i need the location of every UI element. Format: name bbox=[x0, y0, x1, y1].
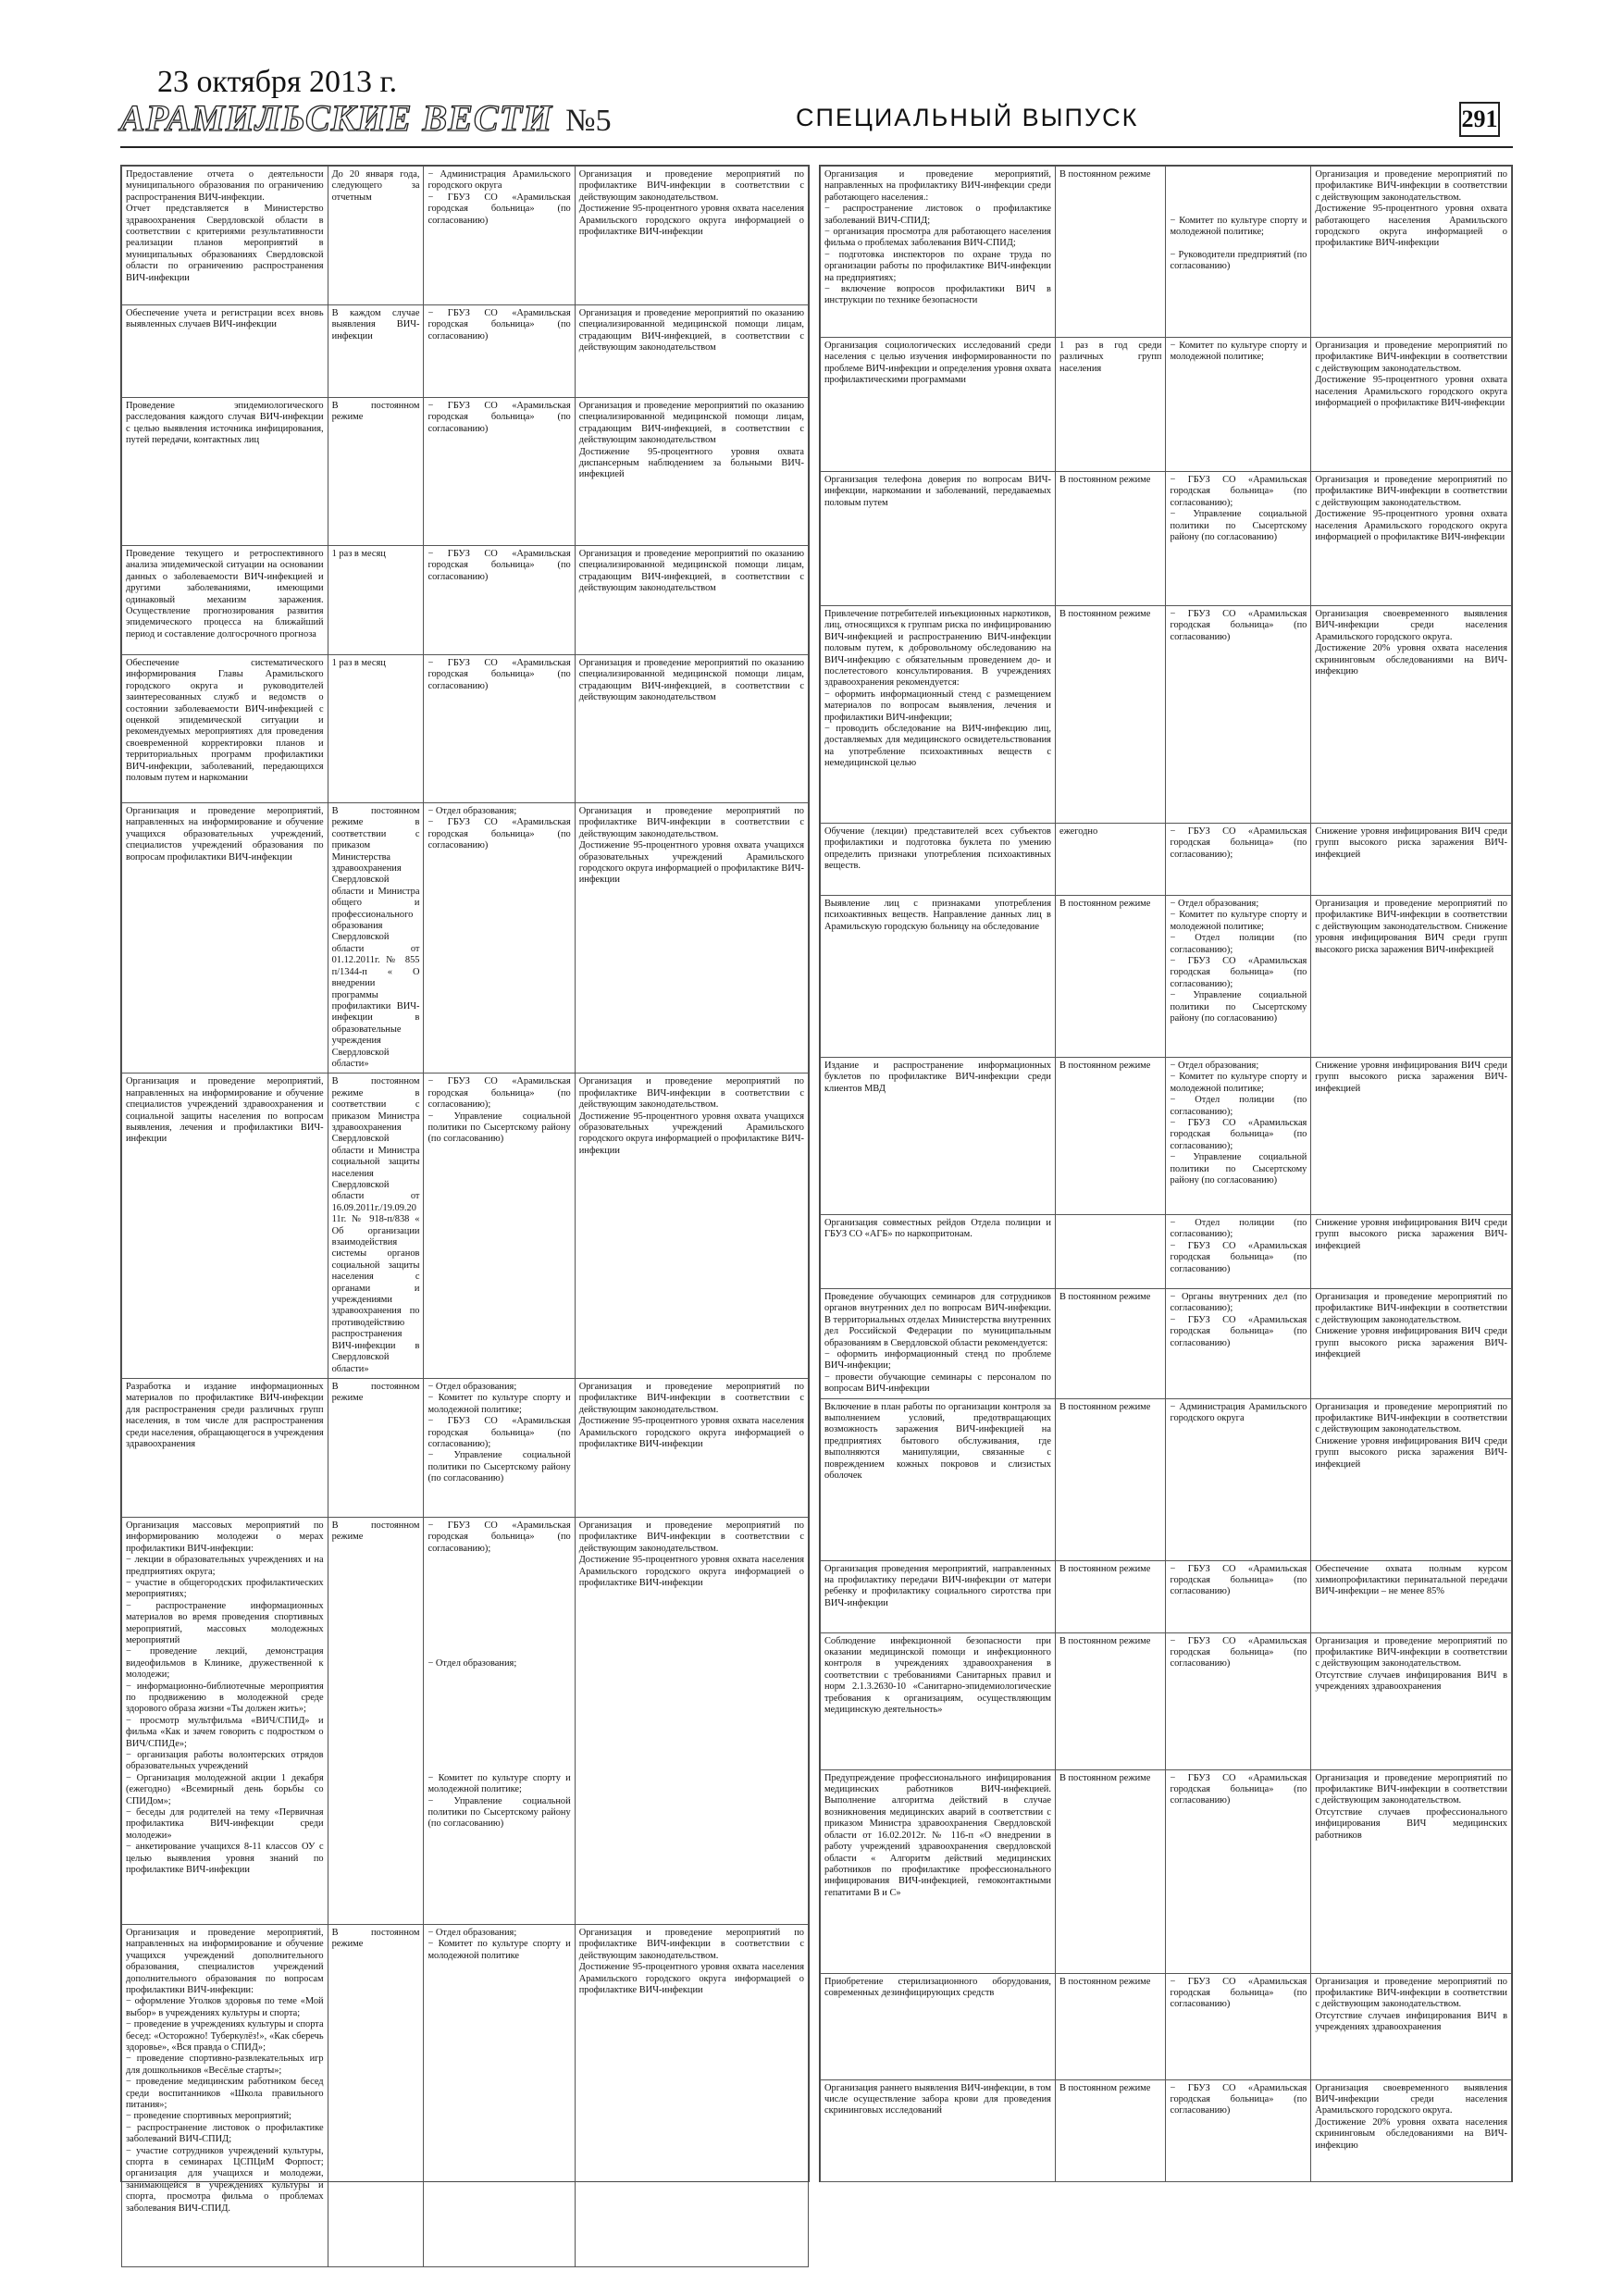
activity-cell: Организация и проведение мероприятий, направленных на информирование и обучение учащихся учреждений дополнительного образования, специалистов учреждений дополнительного образования по вопросам профилактики ВИЧ-инфекции: − оформление Уголков здоровья по теме «Мой выбор» в учреждениях культуры и спорта; − проведение в учреждениях культуры и спорта бесед: «Осторожно! Туберкулёз!», «Как сберечь здоровье», «Вся правда о СПИД»; − проведение спортивно-развлекательных игр для дошкольников «Весёлые старты»; − проведение медицинским работником бесед среди воспитанников «Школа правильного питания»; − проведение спортивных мероприятий; − распространение листовок о профилактике заболеваний ВИЧ-СПИД; − участие сотрудников учреждений культуры, спорта в семинарах ЦСПЦиМ Форпост; организация для учащихся и молодежи, занимающейся в учреждениях культуры и спорта, просмотра фильма о проблемах заболевания ВИЧ-СПИД. bbox=[122, 1924, 328, 2266]
period-cell: В постоянном режиме bbox=[328, 1924, 424, 2266]
activity-cell: Организация и проведение мероприятий, направленных на информирование и обучение специалистов учреждений здравоохранения и социальной защиты населения по вопросам выявления, лечения и профилактики ВИЧ-инфекции bbox=[122, 1074, 328, 1379]
activity-cell: Проведение обучающих семинаров для сотрудников органов внутренних дел по вопросам ВИЧ-инфекции. В территориальных отделах Министерства внутренних дел Российской Федерации по муниципальным образованиям в Свердловской области рекомендуется: − оформить информационный стенд по проблеме ВИЧ-инфекции; − провести обучающие семинары с персоналом по вопросам ВИЧ-инфекции bbox=[821, 1289, 1056, 1399]
responsible-cell: − ГБУЗ СО «Арамильская городская больница» (по согласованию); − Управление социальной политики по Сысертскому району (по согласованию) bbox=[424, 1074, 575, 1379]
activity-cell: Предупреждение профессионального инфицирования медицинских работников ВИЧ-инфекцией. Выполнение алгоритма действий в случае возникновения медицинских аварий в соответствии с приказом Министра здравоохранения Свердловской области от 16.02.2012г. № 116-п «О внедрении в работу учреждений здравоохранения свердловской области « Алгоритм действий медицинских работников по профилактике профессионального инфицирования ВИЧ-инфекцией, гемоконтактными гепатитами В и С» bbox=[821, 1769, 1056, 1973]
responsible-cell: − Отдел образования; − Комитет по культуре спорту и молодежной политике bbox=[424, 1924, 575, 2266]
period-cell: В постоянном режиме bbox=[1055, 1398, 1166, 1560]
newspaper-title: АРАМИЛЬСКИЕ ВЕСТИ bbox=[120, 97, 553, 139]
period-cell: В постоянном режиме bbox=[328, 1517, 424, 1924]
activity-cell: Обеспечение учета и регистрации всех вновь выявленных случаев ВИЧ-инфекции bbox=[122, 305, 328, 398]
responsible-cell: − ГБУЗ СО «Арамильская городская больница» (по согласованию) bbox=[1166, 2079, 1311, 2181]
period-cell: В постоянном режиме bbox=[1055, 1632, 1166, 1769]
page-number: 291 bbox=[1459, 102, 1500, 137]
responsible-cell: − Администрация Арамильского городского округа bbox=[1166, 1398, 1311, 1560]
result-cell: Организация и проведение мероприятий по профилактике ВИЧ-инфекции в соответствии с действующим законодательством. Достижение 95-процентного уровня охвата учащихся образовательных учреждений Арамильского городского округа информацией о профилактике ВИЧ-инфекции bbox=[575, 1074, 808, 1379]
activity-cell: Соблюдение инфекционной безопасности при оказании медицинской помощи и инфекционного контроля в учреждениях здравоохранения в соответствии с требованиями Санитарных правил и норм 2.1.3.2630-10 «Санитарно-эпидемиологические требования к организациям, осуществляющим медицинскую деятельность» bbox=[821, 1632, 1056, 1769]
period-cell: В каждом случае выявления ВИЧ-инфекции bbox=[328, 305, 424, 398]
period-cell: В постоянном режиме bbox=[1055, 606, 1166, 824]
result-cell: Организация и проведение мероприятий по оказанию специализированной медицинской помощи лицам, страдающим ВИЧ-инфекцией, в соответствии с действующим законодательством bbox=[575, 655, 808, 803]
result-cell: Снижение уровня инфицирования ВИЧ среди групп высокого риска заражения ВИЧ-инфекцией bbox=[1311, 824, 1512, 896]
table-row bbox=[821, 606, 1512, 824]
table-row bbox=[821, 896, 1512, 1058]
responsible-cell: − ГБУЗ СО «Арамильская городская больница» (по согласованию) bbox=[1166, 1769, 1311, 1973]
section-title: СПЕЦИАЛЬНЫЙ ВЫПУСК bbox=[796, 104, 1139, 131]
table-row bbox=[122, 1378, 809, 1517]
responsible-cell: − ГБУЗ СО «Арамильская городская больница» (по согласованию) bbox=[1166, 1560, 1311, 1632]
result-cell: Организация и проведение мероприятий по профилактике ВИЧ-инфекции в соответствии с действующим законодательством. Достижение 95-процентного уровня охвата учащихся образовательных учреждений Арамильского городского округа информацией о профилактике ВИЧ-инфекции bbox=[575, 803, 808, 1074]
table-row bbox=[821, 167, 1512, 338]
table-row bbox=[821, 338, 1512, 472]
table-row bbox=[122, 167, 809, 305]
period-cell: 1 раз в месяц bbox=[328, 546, 424, 655]
activity-cell: Организация социологических исследований среди населения с целью изучения информированности по проблеме ВИЧ-инфекции и определения уровня охвата профилактическими программами bbox=[821, 338, 1056, 472]
header-rule bbox=[120, 146, 1513, 148]
result-cell: Организация и проведение мероприятий по профилактике ВИЧ-инфекции в соответствии с действующим законодательством. Снижение уровня инфицирования ВИЧ среди групп высокого риска заражения ВИЧ-инфекцией bbox=[1311, 1398, 1512, 1560]
responsible-cell: − ГБУЗ СО «Арамильская городская больница» (по согласованию); − Управление социальной политики по Сысертскому району (по согласованию) bbox=[1166, 472, 1311, 606]
period-cell: В постоянном режиме bbox=[1055, 1058, 1166, 1215]
result-cell: Организация и проведение мероприятий по профилактике ВИЧ-инфекции в соответствии с действующим законодательством. Достижение 95-процентного уровня охвата населения Арамильского городского округа информацией о профилактике ВИЧ-инфекции bbox=[575, 167, 808, 305]
table-row bbox=[122, 546, 809, 655]
period-cell: В постоянном режиме bbox=[1055, 2079, 1166, 2181]
responsible-cell: − Отдел образования; − Комитет по культуре спорту и молодежной политике; − ГБУЗ СО «Арамильская городская больница» (по согласованию); − Управление социальной политики по Сысертскому району (по согласованию) bbox=[424, 1378, 575, 1517]
activity-cell: Включение в план работы по организации контроля за выполнением условий, предотвращающих возможность заражения ВИЧ-инфекцией на предприятиях бытового обслуживания, где выполняются манипуляции, связанные с повреждением кожных покровов и слизистых оболочек bbox=[821, 1398, 1056, 1560]
left-table bbox=[120, 165, 810, 2214]
result-cell: Организация и проведение мероприятий по профилактике ВИЧ-инфекции в соответствии с действующим законодательством. Достижение 95-процентного уровня охвата населения Арамильского городского округа информацией о профилактике ВИЧ-инфекции bbox=[575, 1924, 808, 2266]
activity-cell: Организация телефона доверия по вопросам ВИЧ-инфекции, наркомании и заболеваний, передаваемых половым путем bbox=[821, 472, 1056, 606]
responsible-cell: − ГБУЗ СО «Арамильская городская больница» (по согласованию) bbox=[1166, 1632, 1311, 1769]
result-cell: Организация и проведение мероприятий по оказанию специализированной медицинской помощи лицам, страдающим ВИЧ-инфекцией, в соответствии с действующим законодательством bbox=[575, 305, 808, 398]
page-header bbox=[120, 65, 1513, 148]
activity-cell: Организация и проведение мероприятий, направленных на информирование и обучение учащихся образовательных учреждений, специалистов учреждений образования по вопросам профилактики ВИЧ-инфекции bbox=[122, 803, 328, 1074]
table-row bbox=[122, 1517, 809, 1924]
activity-cell: Организация раннего выявления ВИЧ-инфекции, в том числе осуществление забора крови для проведения скрининговых исследований bbox=[821, 2079, 1056, 2181]
responsible-cell: − ГБУЗ СО «Арамильская городская больница» (по согласованию) bbox=[424, 305, 575, 398]
period-cell: В постоянном режиме в соответствии с приказом Министра здравоохранения Свердловской области и Министра социальной защиты населения Свердловской области от 16.09.2011г./19.09.2011г. № 918-п/838 « Об организации взаимодействия системы органов социальной защиты населения с органами и учреждениями здравоохранения по противодействию распространения ВИЧ-инфекции в Свердловской области» bbox=[328, 1074, 424, 1379]
result-cell: Снижение уровня инфицирования ВИЧ среди групп высокого риска заражения ВИЧ-инфекцией bbox=[1311, 1058, 1512, 1215]
table-row bbox=[122, 398, 809, 546]
result-cell: Обеспечение охвата полным курсом химиопрофилактики перинатальной передачи ВИЧ-инфекции – не менее 85% bbox=[1311, 1560, 1512, 1632]
table-row bbox=[821, 1289, 1512, 1399]
result-cell: Организация и проведение мероприятий по профилактике ВИЧ-инфекции в соответствии с действующим законодательством. Достижение 95-процентного уровня охвата населения Арамильского городского округа информацией о профилактике ВИЧ-инфекции bbox=[575, 1378, 808, 1517]
responsible-cell: − Отдел полиции (по согласованию); − ГБУЗ СО «Арамильская городская больница» (по согласованию) bbox=[1166, 1215, 1311, 1289]
activity-cell: Организация проведения мероприятий, направленных на профилактику передачи ВИЧ-инфекции от матери ребенку и профилактику социального сиротства при ВИЧ-инфекции bbox=[821, 1560, 1056, 1632]
table-row bbox=[122, 803, 809, 1074]
period-cell: В постоянном режиме bbox=[1055, 1769, 1166, 1973]
activity-cell: Проведение текущего и ретроспективного анализа эпидемической ситуации на основании данных о заболеваемости ВИЧ-инфекцией и другими заболеваниями, имеющими одинаковый механизм заражения. Осуществление прогнозирования развития эпидемического процесса на ближайший период и составление долгосрочного прогноза bbox=[122, 546, 328, 655]
responsible-cell: − ГБУЗ СО «Арамильская городская больница» (по согласованию) bbox=[1166, 606, 1311, 824]
masthead bbox=[120, 96, 612, 140]
period-cell: В постоянном режиме bbox=[1055, 1289, 1166, 1399]
activity-cell: Организация совместных рейдов Отдела полиции и ГБУЗ СО «АГБ» по наркопритонам. bbox=[821, 1215, 1056, 1289]
activity-cell: Разработка и издание информационных материалов по профилактике ВИЧ-инфекции для распространения среди различных групп населения, в том числе для распространения среди населения, обращающегося в учреждения здравоохранения bbox=[122, 1378, 328, 1517]
result-cell: Организация и проведение мероприятий по оказанию специализированной медицинской помощи лицам, страдающим ВИЧ-инфекцией, в соответствии с действующим законодательством Достижение 95-процентного уровня охвата диспансерным наблюдением за больными ВИЧ-инфекцией bbox=[575, 398, 808, 546]
activity-cell: Обучение (лекции) представителей всех субъектов профилактики и подготовка буклета по умению определить признаки употребления психоактивных веществ. bbox=[821, 824, 1056, 896]
activity-cell: Предоставление отчета о деятельности муниципального образования по ограничению распространения ВИЧ-инфекции. Отчет представляется в Министерство здравоохранения Свердловской области в соответствии с критериями результативности реализации планов мероприятий в муниципальных образованиях Свердловской области по ограничению распространения ВИЧ-инфекции bbox=[122, 167, 328, 305]
responsible-cell: − ГБУЗ СО «Арамильская городская больница» (по согласованию); − Отдел образования; − Комитет по культуре спорту и молодежной политике; − Управление социальной политики по Сысертскому району (по согласованию) bbox=[424, 1517, 575, 1924]
result-cell: Организация и проведение мероприятий по профилактике ВИЧ-инфекции в соответствии с действующим законодательством. Снижение уровня инфицирования ВИЧ среди групп высокого риска заражения ВИЧ-инфекцией bbox=[1311, 896, 1512, 1058]
period-cell: В постоянном режиме bbox=[1055, 1973, 1166, 2079]
responsible-cell: − ГБУЗ СО «Арамильская городская больница» (по согласованию) bbox=[424, 398, 575, 546]
activity-cell: Организация и проведение мероприятий, направленных на профилактику ВИЧ-инфекции среди работающего населения.: − распространение листовок о профилактике заболеваний ВИЧ-СПИД; − организация просмотра для работающего населения фильма о проблемах заболевания ВИЧ-СПИД; − подготовка инспекторов по охране труда по организации работы по профилактике ВИЧ-инфекции на предприятиях; − включение вопросов профилактики ВИЧ в инструкции по технике безопасности bbox=[821, 167, 1056, 338]
activity-cell: Выявление лиц с признаками употребления психоактивных веществ. Направление данных лиц в Арамильскую городскую больницу на обследование bbox=[821, 896, 1056, 1058]
period-cell bbox=[1055, 1215, 1166, 1289]
activity-cell: Проведение эпидемиологического расследования каждого случая ВИЧ-инфекции с целью выявления источника инфицирования, путей передачи, контактных лиц bbox=[122, 398, 328, 546]
period-cell: В постоянном режиме bbox=[1055, 1560, 1166, 1632]
activity-cell: Организация массовых мероприятий по информированию молодежи о мерах профилактики ВИЧ-инфекции: − лекции в образовательных учреждениях и на предприятиях округа; − участие в общегородских профилактических мероприятиях; − распространение информационных материалов во время проведения спортивных мероприятий, массовых молодежных мероприятий − проведение лекций, демонстрация видеофильмов в Клинике, дружественной к молодежи; − информационно-библиотечные мероприятия по продвижению в молодежной среде здорового образа жизни «Ты должен жить»; − просмотр мультфильма «ВИЧ/СПИД» и фильма «Как и зачем говорить с подростком о ВИЧ/СПИДе»; − организация работы волонтерских отрядов образовательных учреждений − Организация молодежной акции 1 декабря (ежегодно) «Всемирный день борьбы со СПИДом»; − беседы для родителей на тему «Первичная профилактика ВИЧ-инфекции среди молодежи» − анкетирование учащихся 8-11 классов ОУ с целью выявления уровня знаний по профилактике ВИЧ-инфекции bbox=[122, 1517, 328, 1924]
responsible-cell: − ГБУЗ СО «Арамильская городская больница» (по согласованию) bbox=[424, 655, 575, 803]
issue-number: №5 bbox=[565, 104, 612, 138]
table-row bbox=[821, 1058, 1512, 1215]
activity-cell: Издание и распространение информационных буклетов по профилактике ВИЧ-инфекции среди клиентов МВД bbox=[821, 1058, 1056, 1215]
table-row bbox=[821, 2079, 1512, 2181]
responsible-cell: − ГБУЗ СО «Арамильская городская больница» (по согласованию) bbox=[424, 546, 575, 655]
table-row bbox=[821, 1973, 1512, 2079]
activity-cell: Привлечение потребителей инъекционных наркотиков, лиц, относящихся к группам риска по инфицированию ВИЧ-инфекцией и распространению ВИЧ-инфекции половым путем, к добровольному обследованию на ВИЧ-инфекцию с обязательным проведением до- и послетестового консультирования. В учреждениях здравоохранения рекомендуется: − оформить информационный стенд с размещением материалов по вопросам выявления, лечения и профилактики ВИЧ-инфекции; − проводить обследование на ВИЧ-инфекцию лиц, доставляемых для медицинского освидетельствования на употребление психоактивных веществ с немедицинской целью bbox=[821, 606, 1056, 824]
result-cell: Организация и проведение мероприятий по оказанию специализированной медицинской помощи лицам, страдающим ВИЧ-инфекцией, в соответствии с действующим законодательством bbox=[575, 546, 808, 655]
period-cell: ежегодно bbox=[1055, 824, 1166, 896]
result-cell: Организация и проведение мероприятий по профилактике ВИЧ-инфекции в соответствии с действующим законодательством. Отсутствие случаев инфицирования ВИЧ в учреждениях здравоохранения bbox=[1311, 1632, 1512, 1769]
result-cell: Организация и проведение мероприятий по профилактике ВИЧ-инфекции в соответствии с действующим законодательством. Достижение 95-процентного уровня охвата населения Арамильского городского округа информацией о профилактике ВИЧ-инфекции bbox=[1311, 338, 1512, 472]
result-cell: Организация и проведение мероприятий по профилактике ВИЧ-инфекции в соответствии с действующим законодательством. Отсутствие случаев профессионального инфицирования ВИЧ медицинских работников bbox=[1311, 1769, 1512, 1973]
responsible-cell: − Администрация Арамильского городского округа − ГБУЗ СО «Арамильская городская больница» (по согласованию) bbox=[424, 167, 575, 305]
result-cell: Организация и проведение мероприятий по профилактике ВИЧ-инфекции в соответствии с действующим законодательством. Отсутствие случаев инфицирования ВИЧ в учреждениях здравоохранения bbox=[1311, 1973, 1512, 2079]
result-cell: Организация своевременного выявления ВИЧ-инфекции среди населения Арамильского городского округа. Достижение 20% уровня охвата населения скрининговым обследованиями на ВИЧ-инфекцию bbox=[1311, 2079, 1512, 2181]
responsible-cell: − Отдел образования; − Комитет по культуре спорту и молодежной политике; − Отдел полиции (по согласованию); − ГБУЗ СО «Арамильская городская больница» (по согласованию); − Управление социальной политики по Сысертскому району (по согласованию) bbox=[1166, 896, 1311, 1058]
period-cell: В постоянном режиме bbox=[1055, 167, 1166, 338]
result-cell: Организация и проведение мероприятий по профилактике ВИЧ-инфекции в соответствии с действующим законодательством. Достижение 95-процентного уровня охвата населения Арамильского городского округа информацией о профилактике ВИЧ-инфекции bbox=[1311, 472, 1512, 606]
table-row bbox=[122, 655, 809, 803]
table-row bbox=[821, 824, 1512, 896]
activity-cell: Обеспечение систематического информирования Главы Арамильского городского округа и руководителей заинтересованных служб и ведомств о состоянии заболеваемости ВИЧ-инфекцией с оценкой эпидемической ситуации и рекомендуемых мероприятиях для проведения своевременной корректировки планов и территориальных программ профилактики ВИЧ-инфекции, заболеваний, передающихся половым путем и наркомании bbox=[122, 655, 328, 803]
table-row bbox=[821, 1560, 1512, 1632]
right-table bbox=[819, 165, 1513, 2182]
period-cell: В постоянном режиме bbox=[328, 398, 424, 546]
result-cell: Организация и проведение мероприятий по профилактике ВИЧ-инфекции в соответствии с действующим законодательством. Снижение уровня инфицирования ВИЧ среди групп высокого риска заражения ВИЧ-инфекцией bbox=[1311, 1289, 1512, 1399]
responsible-cell: − Комитет по культуре спорту и молодежной политике; bbox=[1166, 338, 1311, 472]
period-cell: 1 раз в год среди различных групп населения bbox=[1055, 338, 1166, 472]
result-cell: Организация своевременного выявления ВИЧ-инфекции среди населения Арамильского городского округа. Достижение 20% уровня охвата населения скрининговым обследованиями на ВИЧ-инфекцию bbox=[1311, 606, 1512, 824]
result-cell: Организация и проведение мероприятий по профилактике ВИЧ-инфекции в соответствии с действующим законодательством. Достижение 95-процентного уровня охвата населения Арамильского городского округа информацией о профилактике ВИЧ-инфекции bbox=[575, 1517, 808, 1924]
table-row bbox=[821, 1398, 1512, 1560]
result-cell: Снижение уровня инфицирования ВИЧ среди групп высокого риска заражения ВИЧ-инфекцией bbox=[1311, 1215, 1512, 1289]
issue-date: 23 октября 2013 г. bbox=[157, 65, 398, 99]
responsible-cell: − Комитет по культуре спорту и молодежной политике; − Руководители предприятий (по согласованию) bbox=[1166, 167, 1311, 338]
responsible-cell: − Отдел образования; − ГБУЗ СО «Арамильская городская больница» (по согласованию) bbox=[424, 803, 575, 1074]
table-row bbox=[821, 1215, 1512, 1289]
activity-cell: Приобретение стерилизационного оборудования, современных дезинфицирующих средств bbox=[821, 1973, 1056, 2079]
period-cell: В постоянном режиме в соответствии с приказом Министерства здравоохранения Свердловской области и Министра общего и профессионального образования Свердловской области от 01.12.2011г. № 855 п/1344-п « О внедрении программы профилактики ВИЧ-инфекции в образовательные учреждения Свердловской области» bbox=[328, 803, 424, 1074]
period-cell: 1 раз в месяц bbox=[328, 655, 424, 803]
period-cell: В постоянном режиме bbox=[328, 1378, 424, 1517]
table-row bbox=[821, 1632, 1512, 1769]
responsible-cell: − Отдел образования; − Комитет по культуре спорту и молодежной политике; − Отдел полиции (по согласованию); − ГБУЗ СО «Арамильская городская больница» (по согласованию); − Управление социальной политики по Сысертскому району (по согласованию) bbox=[1166, 1058, 1311, 1215]
table-row bbox=[122, 1924, 809, 2266]
responsible-cell: − Органы внутренних дел (по согласованию); − ГБУЗ СО «Арамильская городская больница» (по согласованию) bbox=[1166, 1289, 1311, 1399]
table-row bbox=[122, 305, 809, 398]
responsible-cell: − ГБУЗ СО «Арамильская городская больница» (по согласованию); bbox=[1166, 824, 1311, 896]
table-row bbox=[122, 1074, 809, 1379]
table-row bbox=[821, 1769, 1512, 1973]
result-cell: Организация и проведение мероприятий по профилактике ВИЧ-инфекции в соответствии с действующим законодательством. Достижение 95-процентного уровня охвата работающего населения Арамильского городского округа информацией о профилактике ВИЧ-инфекции bbox=[1311, 167, 1512, 338]
period-cell: До 20 января года, следующего за отчетным bbox=[328, 167, 424, 305]
period-cell: В постоянном режиме bbox=[1055, 896, 1166, 1058]
responsible-cell: − ГБУЗ СО «Арамильская городская больница» (по согласованию) bbox=[1166, 1973, 1311, 2079]
period-cell: В постоянном режиме bbox=[1055, 472, 1166, 606]
table-row bbox=[821, 472, 1512, 606]
